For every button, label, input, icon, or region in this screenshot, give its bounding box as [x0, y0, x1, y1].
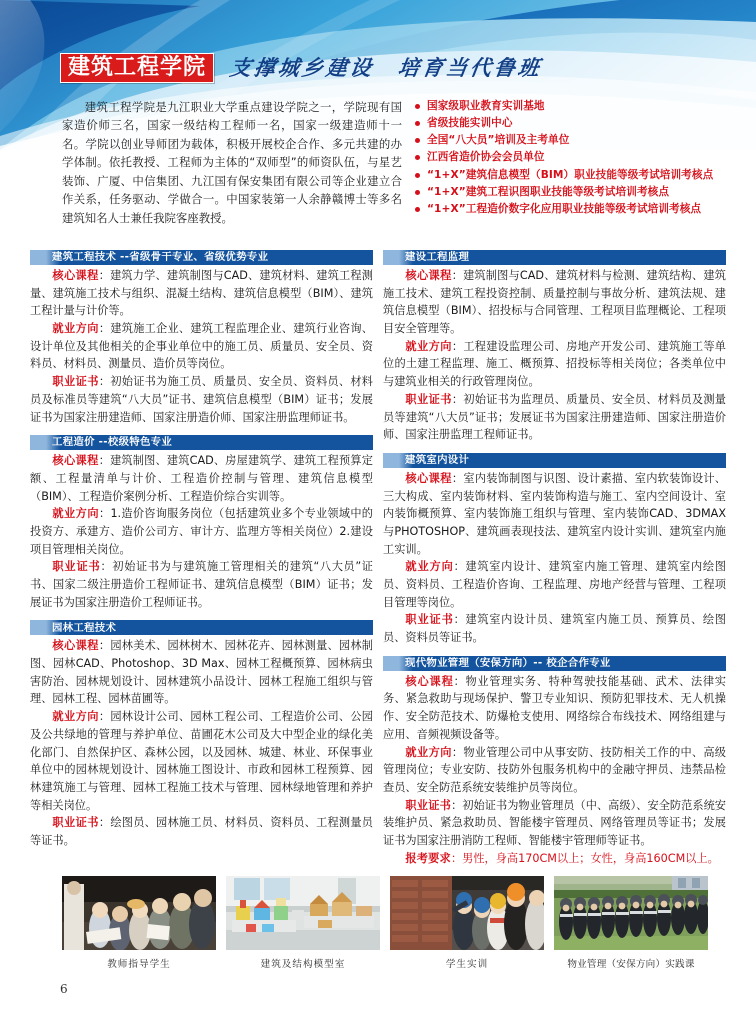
- list-item: [414, 98, 744, 115]
- colon: ：: [453, 560, 466, 574]
- highlights-list: [414, 98, 744, 218]
- intro-text-block: [62, 98, 402, 253]
- photo-caption: 建筑及结构模型室: [260, 959, 346, 970]
- core-courses-text: 园林美术、园林树木、园林花卉、园林测量、园林制图、园林CAD、Photoshop、3D Max、园林工程概预算、园林病虫害防治、园林规划设计、园林建筑小品设计、园林工程施工组织与管理、园林工程、园林苗圃等。: [30, 639, 373, 706]
- bullet-dot-icon: [415, 190, 420, 195]
- photo-caption: 教师指导学生: [107, 959, 171, 970]
- core-courses-label: 核心课程: [52, 639, 99, 653]
- photo-caption: 物业管理（安保方向）实践课: [567, 959, 695, 970]
- core-courses-paragraph: [30, 637, 373, 708]
- certificates-paragraph: [383, 611, 726, 646]
- school-slogan: 支撑城乡建设 培育当代鲁班: [228, 55, 544, 80]
- core-courses-paragraph: [383, 470, 726, 558]
- photo-teacher-guiding-students: [62, 876, 216, 950]
- employment-label: 就业方向: [52, 507, 99, 521]
- highlight-text: 国家级职业教育实训基地: [427, 100, 545, 112]
- colon: ：: [451, 269, 464, 282]
- certificates-paragraph: [30, 373, 373, 426]
- employment-text: 园林设计公司、园林工程公司、工程造价公司、公园及公共绿地的管理与养护单位、苗圃花木公司及大中型企业的绿化美化部门、自然保护区、森林公园，以及园林、城建、林业、环保事业单位中的园林规划设计、园林施工图设计、市政和园林工程预算、园林建筑施工与管理、园林工程施工技术与管理、园林绿地管理和养护等相关岗位。: [30, 710, 373, 812]
- program-block: [30, 620, 373, 849]
- program-title: 工程造价 --校级特色专业: [52, 436, 173, 449]
- program-body: [383, 671, 726, 868]
- program-header: [30, 435, 373, 450]
- employment-text: 物业管理公司中从事安防、技防相关工作的中、高级管理岗位；专业安防、技防外包服务机构中的金融守押员、违禁品检查员、安全防范系统安装维护员等岗位。: [383, 745, 726, 794]
- program-body: [30, 265, 373, 426]
- employment-label: 就业方向: [405, 560, 454, 574]
- program-body: [30, 450, 373, 611]
- highlight-text: “1+X”工程造价数字化应用职业技能等级考试培训考核点: [427, 202, 702, 215]
- bullet-dot-icon: [415, 121, 420, 126]
- photo-model-room: [226, 876, 380, 950]
- core-courses-text: 建筑制图、建筑CAD、房屋建筑学、建筑工程预算定额、工程量清单与计价、工程造价控制与管理、建筑信息模型（BIM）、工程造价案例分析、工程造价综合实训等。: [30, 454, 373, 503]
- program-block: [383, 453, 726, 647]
- core-courses-paragraph: [383, 673, 726, 744]
- requirements-label: 报考要求: [405, 851, 451, 865]
- program-title: 建筑工程技术 --省级骨干专业、省级优势专业: [52, 251, 269, 264]
- colon: ：: [451, 471, 464, 485]
- program-header: [383, 453, 726, 468]
- employment-label: 就业方向: [52, 710, 99, 724]
- employment-paragraph: [383, 558, 726, 611]
- photo-caption: 学生实训: [445, 959, 489, 970]
- colon: ：: [453, 613, 466, 627]
- list-item: [414, 201, 744, 218]
- program-block: [383, 250, 726, 444]
- employment-paragraph: [30, 505, 373, 558]
- employment-paragraph: [383, 338, 726, 391]
- list-item: [414, 115, 744, 132]
- requirements-paragraph: [383, 850, 726, 868]
- colon: ：: [451, 392, 464, 406]
- certificates-text: 初始证书为与建筑施工管理相关的建筑“八大员”证书、国家二级注册造价工程师证书、建筑信息模型（BIM）证书；发展证书为国家注册造价工程师证书。: [30, 560, 373, 609]
- core-courses-label: 核心课程: [52, 269, 99, 282]
- bullet-dot-icon: [415, 138, 420, 143]
- employment-text: 建筑室内设计、建筑室内施工管理、建筑室内绘图员、资料员、工程造价咨询、工程监理、房地产经营与管理、工程项目管理等岗位。: [383, 560, 726, 609]
- photo-item: [390, 876, 544, 970]
- colon: ：: [98, 454, 111, 468]
- employment-text: 工程建设监理公司、房地产开发公司、建筑施工等单位的土建工程监理、施工、概预算、招投标等相关岗位；各类单位中与建筑业相关的行政管理岗位。: [383, 339, 726, 389]
- highlight-text: 全国“八大员”培训及主考单位: [427, 134, 570, 147]
- certificates-paragraph: [30, 814, 373, 849]
- certificates-text: 绘图员、园林施工员、材料员、资料员、工程测量员等证书。: [30, 816, 373, 847]
- program-block: [30, 435, 373, 611]
- photo-strip: [62, 876, 698, 970]
- colon: ：: [451, 745, 464, 759]
- employment-paragraph: [30, 708, 373, 814]
- colon: ：: [453, 674, 466, 688]
- core-courses-paragraph: [383, 267, 726, 338]
- bullet-dot-icon: [415, 207, 420, 212]
- page-number: 6: [60, 982, 68, 996]
- employment-text: 1.造价咨询服务岗位（包括建筑业多个专业领域中的投资方、承建方、造价公司方、审计方、监理方等相关岗位）2.建设项目管理相关岗位。: [30, 507, 373, 556]
- bullet-dot-icon: [415, 173, 420, 178]
- certificates-label: 职业证书: [405, 798, 452, 812]
- core-courses-label: 核心课程: [52, 454, 99, 468]
- certificates-label: 职业证书: [405, 392, 452, 406]
- colon: ：: [451, 798, 463, 812]
- program-title: 建筑室内设计: [405, 454, 470, 467]
- list-item: [414, 167, 744, 184]
- colon: ：: [98, 507, 111, 521]
- certificates-label: 职业证书: [405, 613, 454, 627]
- colon: ：: [98, 269, 111, 282]
- core-courses-text: 室内装饰制图与识图、设计素描、室内软装饰设计、三大构成、室内装饰材料、室内装饰构造与施工、室内空间设计、室内装饰概预算、室内装饰施工组织与管理、室内装饰CAD、3DMAX与PHOTOSHOP、建筑画表现技法、建筑室内设计实训、建筑室内施工实训。: [383, 471, 726, 556]
- certificates-text: 初始证书为监理员、质量员、安全员、材料员及测量员等建筑“八大员”证书；发展证书为国家注册建造师、国家注册造价师、国家注册监理工程师证书。: [383, 392, 726, 442]
- intro-paragraph: 建筑工程学院是九江职业大学重点建设学院之一，学院现有国家造价师三名，国家一级结构工程师一名，国家一级建造师十一名。学院以创业导师团为载体，积极开展校企合作、多元共建的办学体制。依托教授、工程师为主体的“双师型”的师资队伍，与星艺装饰、广厦、中信集团、九江国有保安集团有限公司等企业建立合作关系，任务驱动、学做合一。中国家装第一人余静赣博士等多名建筑知名人士兼任我院客座教授。: [62, 100, 402, 225]
- certificates-paragraph: [383, 797, 726, 850]
- program-title: 园林工程技术: [52, 621, 117, 634]
- certificates-paragraph: [30, 558, 373, 611]
- program-header: [383, 656, 726, 671]
- program-block: [383, 656, 726, 868]
- colon: ：: [98, 816, 111, 830]
- list-item: [414, 149, 744, 166]
- colon: ：: [100, 560, 113, 574]
- certificates-paragraph: [383, 391, 726, 444]
- certificates-text: 初始证书为物业管理员（中、高级）、安全防范系统安装维护员、紧急救助员、智能楼宇管理员、网络管理员等证书；发展证书为国家注册消防工程师、智能楼宇管理师等证书。: [383, 798, 726, 847]
- photo-item: [62, 876, 216, 970]
- core-courses-text: 建筑力学、建筑制图与CAD、建筑材料、建筑工程测量、建筑施工技术与组织、混凝土结构、建筑信息模型（BIM）、建筑工程计量与计价等。: [30, 269, 373, 318]
- highlight-text: “1+X”建筑信息模型（BIM）职业技能等级考试培训考核点: [427, 168, 714, 181]
- highlight-text: 省级技能实训中心: [427, 117, 513, 130]
- highlight-text: “1+X”建筑工程识图职业技能等级考试培训考核点: [427, 185, 670, 198]
- program-block: [30, 250, 373, 426]
- highlights-block: [414, 98, 744, 253]
- core-courses-label: 核心课程: [405, 674, 454, 688]
- photo-student-training: [390, 876, 544, 950]
- program-header: [30, 620, 373, 635]
- employment-paragraph: [30, 320, 373, 373]
- program-body: [383, 265, 726, 444]
- colon: ：: [98, 322, 111, 336]
- highlight-text: 江西省造价协会会员单位: [427, 151, 545, 164]
- intro-section: [0, 98, 756, 253]
- certificates-label: 职业证书: [52, 375, 99, 389]
- program-title: 现代物业管理（安保方向）-- 校企合作专业: [405, 657, 611, 670]
- program-body: [30, 635, 373, 849]
- list-item: [414, 184, 744, 201]
- colon: ：: [98, 710, 111, 724]
- bullet-dot-icon: [415, 104, 420, 109]
- core-courses-paragraph: [30, 452, 373, 505]
- photo-item: [226, 876, 380, 970]
- requirements-text: 男性，身高170CM以上；女性，身高160CM以上。: [462, 851, 719, 865]
- core-courses-text: 物业管理实务、特种驾驶技能基础、武术、法律实务、紧急救助与现场保护、警卫专业知识、预防犯罪技术、无人机操作、安全防范技术、防爆枪支使用、网络综合布线技术、网络组建与应用、音频视频设备等。: [383, 674, 726, 741]
- colon: ：: [98, 639, 111, 653]
- left-column: [30, 250, 373, 876]
- colon: ：: [450, 851, 463, 865]
- core-courses-text: 建筑制图与CAD、建筑材料与检测、建筑结构、建筑施工技术、建筑工程投资控制、质量控制与事故分析、建筑法规、建筑信息模型（BIM）、招投标与合同管理、工程项目监理概论、工程项目安全管理等。: [383, 269, 726, 336]
- school-name-title: 建筑工程学院: [60, 53, 214, 83]
- employment-label: 就业方向: [52, 322, 99, 336]
- employment-text: 建筑施工企业、建筑工程监理企业、建筑行业咨询、设计单位及其他相关的企事业单位中的施工员、质量员、安全员、资料员、材料员、测量员、造价员等岗位。: [30, 322, 373, 371]
- colon: ：: [98, 375, 111, 389]
- photo-item: [554, 876, 708, 970]
- employment-label: 就业方向: [405, 339, 452, 353]
- right-column: [383, 250, 726, 876]
- core-courses-label: 核心课程: [405, 269, 452, 282]
- programs-columns: [0, 250, 756, 876]
- photo-property-security-practice: [554, 876, 708, 950]
- employment-label: 就业方向: [405, 745, 452, 759]
- certificates-text: 初始证书为施工员、质量员、安全员、资料员、材料员及标准员等建筑“八大员”证书、建筑信息模型（BIM）证书；发展证书为国家注册建造师、国家注册造价师、国家注册监理师证书。: [30, 375, 373, 424]
- employment-paragraph: [383, 744, 726, 797]
- core-courses-paragraph: [30, 267, 373, 320]
- certificates-label: 职业证书: [52, 560, 101, 574]
- bullet-dot-icon: [415, 155, 420, 160]
- banner-title-group: [60, 52, 542, 83]
- program-title: 建设工程监理: [405, 251, 470, 264]
- core-courses-label: 核心课程: [405, 471, 452, 485]
- certificates-label: 职业证书: [52, 816, 99, 830]
- certificates-text: 建筑室内设计员、建筑室内施工员、预算员、绘图员、资料员等证书。: [383, 613, 726, 645]
- list-item: [414, 132, 744, 149]
- program-body: [383, 468, 726, 647]
- colon: ：: [451, 339, 464, 353]
